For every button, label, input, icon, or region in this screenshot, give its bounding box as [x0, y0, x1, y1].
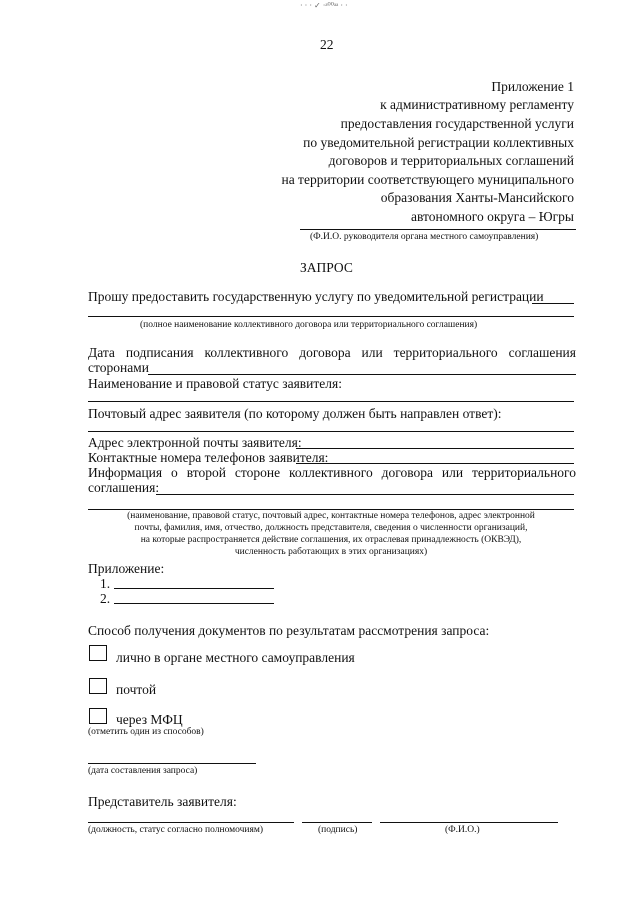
delivery-checkbox-in-person[interactable]: [89, 645, 107, 661]
header-line: договоров и территориальных соглашений: [328, 153, 574, 168]
applicant-name-field[interactable]: [88, 401, 574, 402]
signature-field[interactable]: [302, 822, 372, 823]
date-caption: (дата составления запроса): [88, 766, 198, 776]
delivery-note: (отметить один из способов): [88, 727, 204, 737]
header-line: автономного округа – Югры: [411, 209, 574, 224]
attachment-item-number: 1.: [100, 576, 111, 591]
date-field[interactable]: [88, 763, 256, 764]
phones-field[interactable]: [296, 463, 574, 464]
delivery-option-label: через МФЦ: [116, 712, 183, 727]
attachment-label: Приложение:: [88, 561, 165, 576]
delivery-checkbox-mfc[interactable]: [89, 708, 107, 724]
fio-field[interactable]: [380, 822, 558, 823]
second-party-label: Информация о второй стороне коллективного договора или территориального: [88, 465, 576, 480]
attachment-item-field[interactable]: [114, 603, 274, 604]
second-party-field[interactable]: [156, 494, 574, 495]
delivery-option-label: лично в органе местного самоуправления: [116, 650, 355, 665]
header-line: на территории соответствующего муниципального: [281, 172, 574, 187]
header-line: Приложение 1: [491, 79, 574, 94]
position-field[interactable]: [88, 822, 294, 823]
email-label: Адрес электронной почты заявителя:: [88, 435, 302, 450]
signing-date-label-cont: сторонами: [88, 360, 149, 375]
position-caption: (должность, статус согласно полномочиям): [88, 825, 264, 835]
agreement-name-field[interactable]: [532, 303, 574, 304]
head-signature-caption: (Ф.И.О. руководителя органа местного самоуправления): [310, 232, 539, 242]
agreement-name-field-line2[interactable]: [88, 316, 574, 317]
caption-line: на которые распространяется действие соглашения, их отраслевая принадлежность (ОКВЭД),: [140, 535, 522, 545]
email-field[interactable]: [296, 448, 574, 449]
second-party-field-line2[interactable]: [88, 509, 574, 510]
delivery-checkbox-mail[interactable]: [89, 678, 107, 694]
caption-line: численность работающих в этих организациях): [234, 547, 428, 557]
signing-date-field[interactable]: [148, 374, 576, 375]
header-line: предоставления государственной услуги: [340, 116, 574, 131]
postal-address-label: Почтовый адрес заявителя (по которому должен быть направлен ответ):: [88, 406, 502, 421]
delivery-option-label: почтой: [116, 682, 157, 697]
signature-caption: (подпись): [318, 825, 358, 835]
fio-caption: (Ф.И.О.): [445, 825, 480, 835]
header-line: образования Ханты-Мансийского: [380, 190, 574, 205]
applicant-name-label: Наименование и правовой статус заявителя:: [88, 376, 342, 391]
request-text: Прошу предоставить государственную услугу по уведомительной регистрации: [88, 289, 544, 304]
second-party-label-cont: соглашения:: [88, 480, 160, 495]
attachment-item-number: 2.: [100, 591, 111, 606]
agreement-caption: (полное наименование коллективного договора или территориального соглашения): [140, 320, 478, 330]
caption-line: (наименование, правовой статус, почтовый адрес, контактные номера телефонов, адрес электронной: [127, 511, 535, 521]
attachment-item-field[interactable]: [114, 588, 274, 589]
caption-line: почты, фамилия, имя, отчество, должность представителя, сведения о численности организаций,: [134, 523, 528, 533]
delivery-label: Способ получения документов по результатам рассмотрения запроса:: [88, 623, 490, 638]
phones-label: Контактные номера телефонов заявителя:: [88, 450, 329, 465]
scan-mark: · · · ✓ ·ᵃ⁰⁰ᵃᵃ · ·: [300, 1, 348, 10]
representative-label: Представитель заявителя:: [88, 794, 237, 809]
header-line: по уведомительной регистрации коллективных: [303, 135, 574, 150]
head-signature-line[interactable]: [300, 229, 576, 230]
header-line: к административному регламенту: [380, 97, 574, 112]
postal-address-field[interactable]: [88, 431, 574, 432]
signing-date-label: Дата подписания коллективного договора или территориального соглашения: [88, 345, 576, 360]
page-number: 22: [320, 37, 334, 52]
document-title: ЗАПРОС: [300, 260, 353, 275]
